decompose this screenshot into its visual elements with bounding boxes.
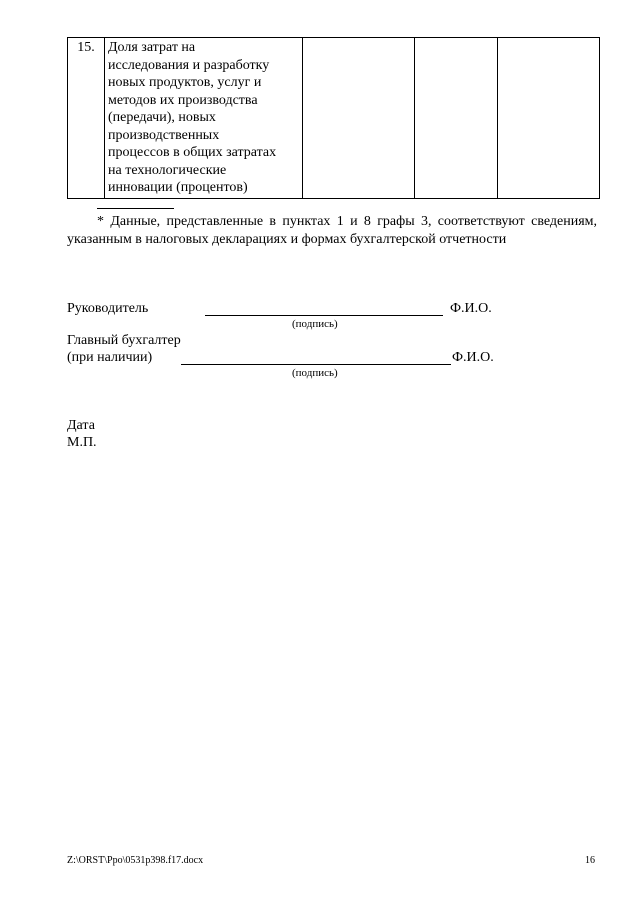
director-fio: Ф.И.О. — [450, 301, 492, 316]
director-signature-caption: (подпись) — [292, 318, 338, 330]
row-number-cell: 15. — [68, 38, 105, 199]
indicators-table-container — [67, 37, 598, 199]
accountant-fio: Ф.И.О. — [452, 350, 494, 365]
director-signature-line — [205, 315, 443, 316]
value-cell-2 — [415, 38, 498, 199]
date-label: Дата — [67, 418, 95, 433]
accountant-signature-line — [181, 364, 451, 365]
accountant-signature-caption: (подпись) — [292, 367, 338, 379]
table-row — [68, 38, 600, 199]
footer-file-path: Z:\ORST\Ppo\0531p398.f17.docx — [67, 855, 204, 866]
accountant-label-line1: Главный бухгалтер — [67, 333, 181, 348]
stamp-label: М.П. — [67, 435, 97, 450]
director-label: Руководитель — [67, 301, 149, 316]
row-label-cell: Доля затрат на исследования и разработку новых продуктов, услуг и методов их производства (передачи), новых производственных процессов в общих затратах на технологические инновации (процентов) — [105, 38, 303, 199]
value-cell-1 — [303, 38, 415, 199]
value-cell-3 — [498, 38, 600, 199]
footnote-text: * Данные, представленные в пунктах 1 и 8 графы 3, соответствуют сведениям, указанным в налоговых декларациях и формах бухгалтерской отчетности — [67, 214, 597, 247]
footer-page-number: 16 — [585, 855, 595, 866]
accountant-label-line2: (при наличии) — [67, 350, 153, 365]
indicators-table — [67, 37, 600, 199]
footnote-separator — [97, 208, 174, 209]
